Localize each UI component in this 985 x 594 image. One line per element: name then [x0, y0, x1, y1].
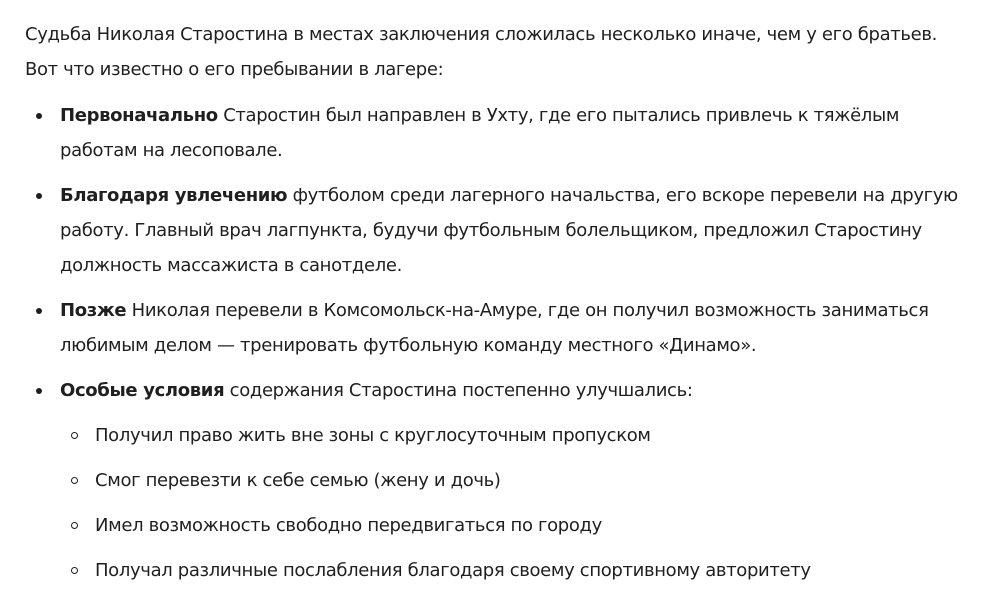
item-lead: Позже	[60, 300, 127, 321]
bullet-list	[25, 98, 975, 588]
item-text: футболом среди лагерного начальства, его вскоре перевели на другую работу. Главный врач лагпункта, будучи футбольным болельщиком, предложил Старостину должность массажиста в санотделе.	[60, 185, 958, 276]
item-text: Старостин был направлен в Ухту, где его пытались привлечь к тяжёлым работам на лесоповале.	[60, 105, 900, 161]
item-text: содержания Старостина постепенно улучшались:	[224, 380, 693, 401]
sub-list-item: Получал различные послабления благодаря своему спортивному авторитету	[95, 553, 975, 588]
item-lead: Первоначально	[60, 105, 218, 126]
item-lead: Особые условия	[60, 380, 225, 401]
sub-list-item: Имел возможность свободно передвигаться по городу	[95, 508, 975, 543]
item-text: Николая перевели в Комсомольск-на-Амуре, где он получил возможность заниматься любимым делом — тренировать футбольную команду местного «Динамо».	[60, 300, 929, 356]
intro-paragraph: Судьба Николая Старостина в местах заключения сложилась несколько иначе, чем у его братьев. Вот что известно о его пребывании в лагере:	[25, 24, 938, 80]
list-item	[60, 293, 975, 363]
sub-bullet-list	[60, 418, 975, 588]
item-lead: Благодаря увлечению	[60, 185, 288, 206]
sub-list-item: Смог перевезти к себе семью (жену и дочь)	[95, 463, 975, 498]
list-item	[60, 373, 975, 588]
sub-list-item: Получил право жить вне зоны с круглосуточным пропуском	[95, 418, 975, 453]
list-item	[60, 178, 975, 283]
list-item	[60, 98, 975, 168]
